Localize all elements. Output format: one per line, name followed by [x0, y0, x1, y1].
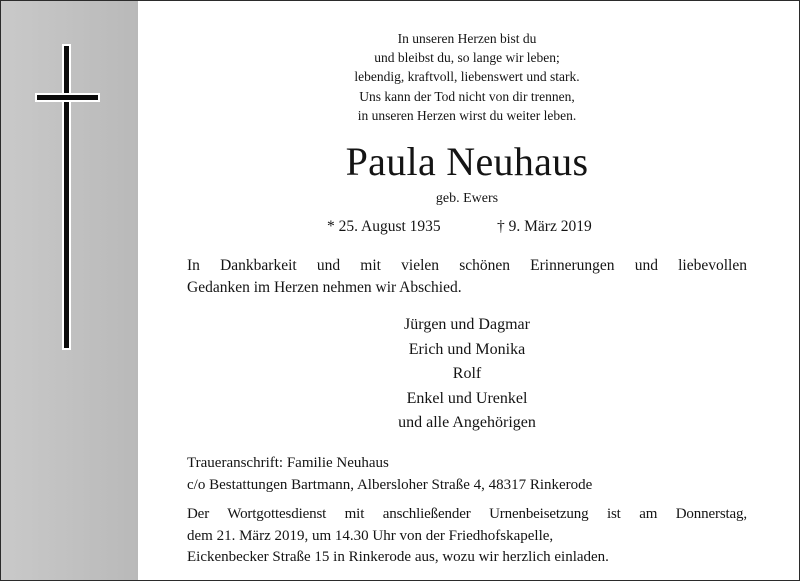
service-line: Der Wortgottesdienst mit anschließender Urnenbeisetzung ist am Donnerstag,: [187, 506, 747, 522]
service-line: Eickenbecker Straße 15 in Rinkerode aus, wozu wir herzlich einladen.: [187, 549, 609, 565]
memorial-poem: [337, 29, 597, 125]
address-line: c/o Bestattungen Bartmann, Albersloher Straße 4, 48317 Rinkerode: [187, 476, 593, 493]
service-line: dem 21. März 2019, um 14.30 Uhr von der Friedhofskapelle,: [187, 527, 554, 544]
poem-line: lebendig, kraftvoll, liebenswert und stark.: [354, 69, 580, 85]
address-line: Traueranschrift: Familie Neuhaus: [187, 455, 389, 471]
poem-line: In unseren Herzen bist du: [397, 31, 537, 46]
birth-date: * 25. August 1935: [327, 218, 441, 235]
mourners-list: [187, 313, 747, 436]
cross-icon-center: [64, 95, 69, 100]
service-info: [187, 504, 747, 569]
poem-line: Uns kann der Tod nicht von dir trennen,: [359, 88, 575, 104]
grey-sidebar: [1, 1, 138, 580]
farewell-text: [187, 255, 747, 299]
mourner-entry: Erich und Monika: [408, 340, 526, 358]
deceased-name: Paula Neuhaus: [345, 139, 589, 184]
cross-icon: [64, 46, 69, 348]
mourning-address: [187, 453, 747, 496]
poem-line: und bleibst du, so lange wir leben;: [374, 50, 560, 66]
farewell-line: Gedanken im Herzen nehmen wir Abschied.: [187, 279, 462, 296]
mourner-entry: und alle Angehörigen: [398, 414, 536, 431]
farewell-line: In Dankbarkeit und mit vielen schönen Erinnerungen und liebevollen: [187, 257, 747, 274]
maiden-name: geb. Ewers: [435, 191, 499, 206]
poem-line: in unseren Herzen wirst du weiter leben.: [357, 107, 577, 123]
mourner-entry: Rolf: [452, 365, 482, 382]
mourner-entry: Jürgen und Dagmar: [404, 316, 530, 333]
death-date: † 9. März 2019: [497, 218, 592, 235]
mourner-entry: Enkel und Urenkel: [406, 389, 528, 407]
